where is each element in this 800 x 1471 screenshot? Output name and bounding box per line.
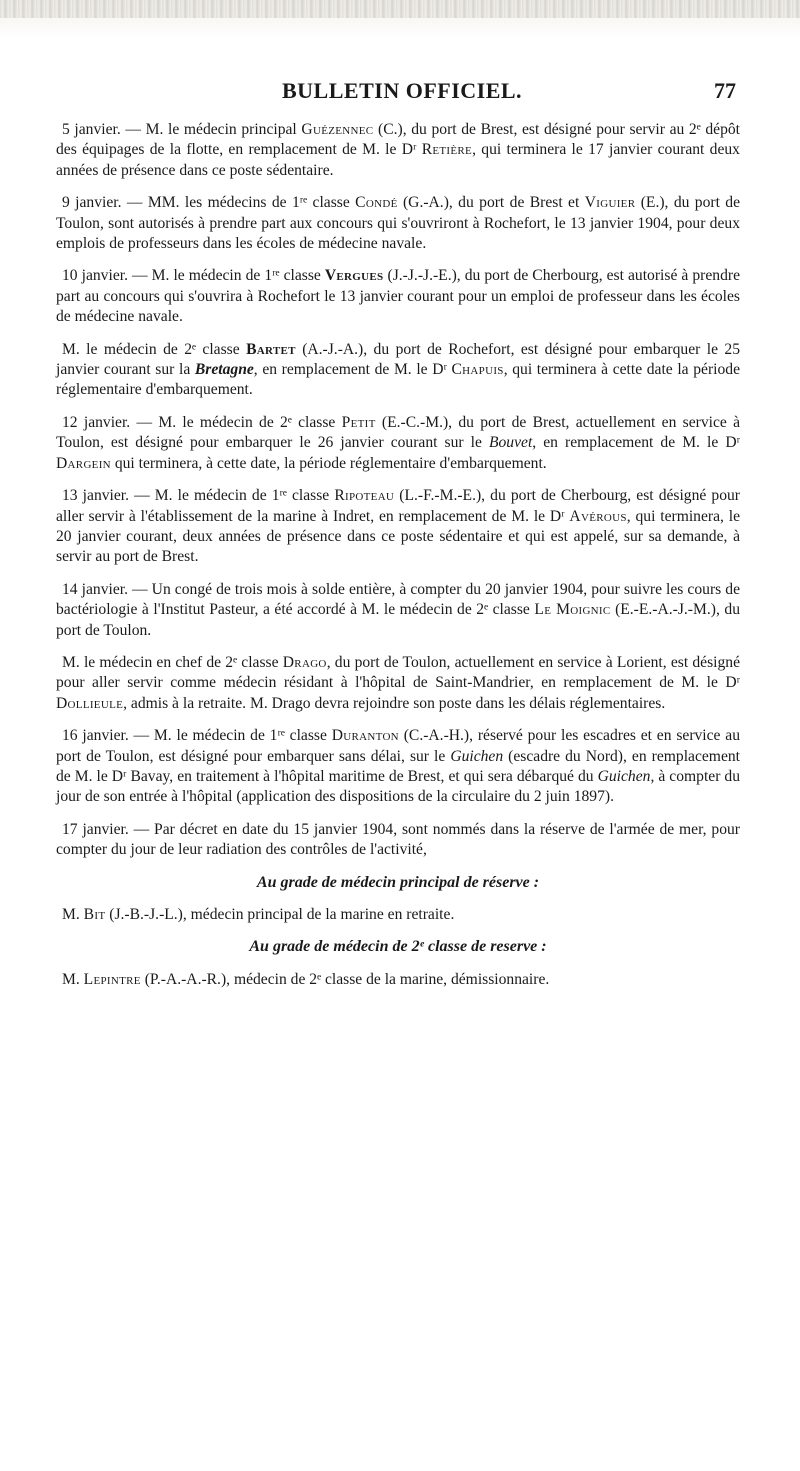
page-number: 77 — [714, 78, 736, 103]
paragraph-jan-17 — [56, 820, 740, 861]
person-name: Lepintre — [83, 970, 141, 988]
paragraph-text: , du port de Toulon, actuellement en service à Lorient, est désigné pour aller servir comme médecin résidant à l'hôpital de Saint-Mandrier, en remplacement de M. le Dʳ — [56, 653, 740, 692]
section-heading-principal: Au grade de médecin principal de réserve : — [256, 873, 540, 891]
paragraph-text: , qui terminera à cette date la période réglementaire d'embarquement. — [56, 361, 740, 399]
paragraph-jan-10 — [56, 266, 740, 327]
person-name: Duranton — [331, 727, 399, 745]
person-name: Avérous — [569, 507, 627, 525]
person-name: Vergues — [324, 267, 384, 285]
paragraph-jan-16 — [56, 726, 740, 808]
paragraph-text: M. le médecin de 2ᵉ classe — [62, 340, 247, 358]
paragraph-jan-13 — [56, 486, 740, 568]
paragraph-text: (E.-E.-A.-J.-M.), du port de Toulon. — [56, 601, 740, 639]
person-name: Condé — [355, 194, 398, 212]
person-name: Bartet — [246, 340, 296, 358]
section-heading-second-class: Au grade de médecin de 2ᵉ classe de reserve : — [249, 938, 547, 956]
paragraph-bartet — [56, 340, 740, 401]
person-name: Le Moignic — [534, 601, 611, 619]
person-name: Dargein — [56, 454, 111, 472]
paragraph-text: (C.-A.-H.), réservé pour les escadres et en service au port de Toulon, est désigné pour embarquer sans délai, sur le — [56, 727, 740, 765]
ship-name: Guichen — [597, 767, 651, 785]
paragraph-text: , admis à la retraite. M. Drago devra rejoindre son poste dans les délais réglementaires. — [123, 694, 666, 712]
paragraph-text: (A.-J.-A.), du port de Rochefort, est désigné pour embarquer le 25 janvier courant sur la — [56, 340, 740, 379]
paragraph-text: M. le médecin en chef de 2ᵉ classe — [62, 653, 283, 671]
person-name: Bit — [83, 906, 106, 923]
paragraph-text: (E.-C.-M.), du port de Brest, actuellement en service à Toulon, est désigné pour embarquer le 26 janvier courant sur le — [56, 413, 740, 452]
person-name: Ripoteau — [334, 487, 395, 505]
paragraph-jan-12 — [56, 413, 740, 474]
entry-text: M. — [62, 906, 84, 923]
paragraph-text: qui terminera, à cette date, la période réglementaire d'embarquement. — [110, 454, 547, 472]
paragraph-text: (C.), du port de Brest, est désigné pour servir au 2ᵉ dépôt des équipages de la flotte, en remplacement de M. le Dʳ — [56, 121, 740, 159]
paragraph-text: (escadre du Nord), en remplacement de M. le Dʳ Bavay, en traitement à l'hôpital maritime de Brest, et qui sera débarqué du — [56, 747, 740, 785]
ship-name: Bretagne — [194, 361, 254, 379]
paragraph-text: 9 janvier. — MM. les médecins de 1ʳᵉ classe — [62, 194, 356, 212]
page-body — [56, 120, 740, 1002]
paragraph-text: , en remplacement de M. le Dʳ — [532, 434, 740, 452]
paragraph-jan-9 — [56, 193, 740, 254]
paragraph-text: 10 janvier. — M. le médecin de 1ʳᵉ classe — [62, 267, 325, 285]
page-top-edge — [0, 0, 800, 18]
ship-name: Guichen — [450, 747, 504, 765]
paragraph-text: , qui terminera, le 20 janvier courant, deux années de présence dans ce poste sédentaire et qui est appelé, sur sa demande, à servir au port de Brest. — [56, 507, 741, 566]
person-name: Drago — [282, 653, 327, 671]
paragraph-text: , qui terminera le 17 janvier courant deux années de présence dans ce poste sédentaire. — [56, 141, 740, 179]
person-name: Chapuis — [451, 361, 504, 379]
person-name: Guézennec — [301, 121, 374, 138]
ship-name: Bouvet — [488, 434, 533, 452]
paragraph-text: 16 janvier. — M. le médecin de 1ʳᵉ classe — [62, 727, 332, 745]
page-header — [0, 78, 800, 106]
paragraph-text: (L.-F.-M.-E.), du port de Cherbourg, est désigné pour aller servir à l'établissement de la marine à Indret, en remplacement de M. le Dʳ — [56, 487, 741, 525]
paragraph-text: 17 janvier. — Par décret en date du 15 janvier 1904, sont nommés dans la réserve de l'armée de mer, pour compter du jour de leur radiation des contrôles de l'activité, — [56, 820, 740, 859]
running-head: BULLETIN OFFICIEL. — [282, 78, 523, 103]
paragraph-text: (E.), du port de Toulon, sont autorisés à prendre part aux concours qui s'ouvriront à Rochefort, le 13 janvier 1904, pour deux emplois de professeurs dans les écoles de médecine navale. — [56, 194, 741, 253]
paragraph-text: (G.-A.), du port de Brest et — [397, 194, 585, 212]
paragraph-jan-14 — [56, 580, 740, 641]
person-name: Petit — [341, 413, 376, 431]
paragraph-text: 13 janvier. — M. le médecin de 1ʳᵉ classe — [62, 487, 335, 505]
paragraph-text: , à compter du jour de son entrée à l'hôpital (application des dispositions de la circulaire du 2 juin 1897). — [56, 767, 741, 806]
paragraph-jan-5 — [56, 120, 740, 181]
person-name: Retière — [421, 141, 473, 159]
paragraph-text: (J.-J.-J.-E.), du port de Cherbourg, est autorisé à prendre part au concours qui s'ouvrira à Rochefort le 13 janvier courant pour un emploi de professeur dans les écoles de médecine navale. — [56, 267, 740, 326]
paragraph-drago — [56, 653, 740, 714]
paragraph-text: 14 janvier. — Un congé de trois mois à solde entière, à compter du 20 janvier 1904, pour suivre les cours de bactériologie à l'Institut Pasteur, a été accordé à M. le médecin de 2ᵉ classe — [56, 580, 740, 619]
appointment-entry — [56, 905, 740, 925]
appointment-entry — [56, 970, 740, 990]
person-name: Viguier — [584, 194, 636, 212]
person-name: Dollieule — [56, 694, 124, 712]
paragraph-text: 5 janvier. — M. le médecin principal — [62, 121, 302, 138]
entry-text: (J.-B.-J.-L.), médecin principal de la marine en retraite. — [105, 906, 455, 923]
entry-text: (P.-A.-A.-R.), médecin de 2ᵉ classe de la marine, démissionnaire. — [140, 970, 550, 988]
paragraph-text: , en remplacement de M. le Dʳ — [253, 361, 452, 379]
entry-text: M. — [62, 970, 84, 988]
paragraph-text: 12 janvier. — M. le médecin de 2ᵉ classe — [62, 413, 342, 431]
